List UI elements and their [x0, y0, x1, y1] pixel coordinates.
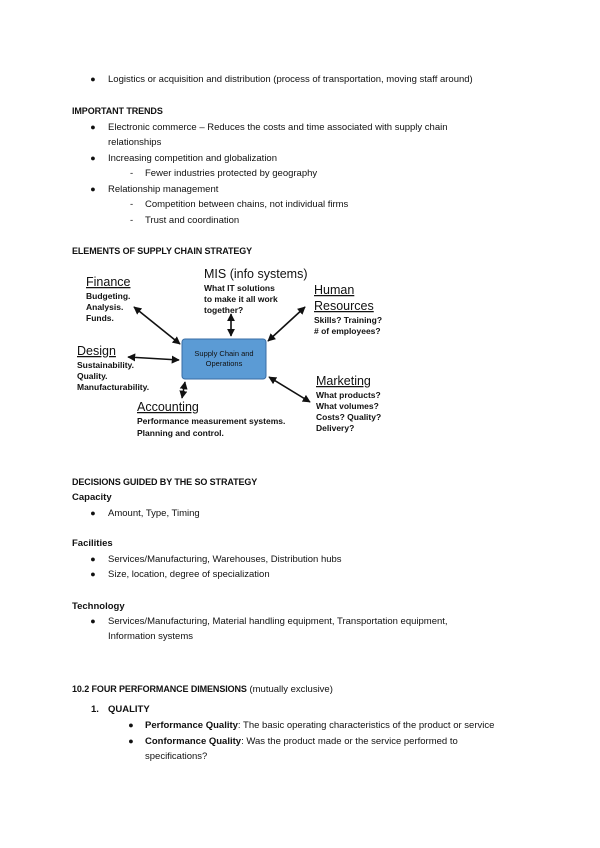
conformance-quality-term: Conformance Quality [145, 736, 242, 747]
marketing-line-4: Delivery? [316, 423, 355, 433]
bullet-icon: ● [90, 153, 96, 163]
bullet-icon: ● [90, 554, 96, 564]
bullet-icon: ● [90, 508, 96, 518]
trend-item-relationship: Relationship management [108, 184, 219, 195]
trend-item-competition: Increasing competition and globalization [108, 153, 277, 164]
accounting-line-2: Planning and control. [137, 428, 224, 438]
marketing-line-2: What volumes? [316, 401, 379, 411]
marketing-title: Marketing [316, 374, 371, 388]
arrow-accounting [182, 382, 185, 398]
bullet-icon: ● [90, 184, 96, 194]
design-title: Design [77, 344, 116, 358]
arrow-design [128, 357, 179, 360]
hr-line-1: Skills? Training? [314, 315, 383, 325]
finance-title: Finance [86, 275, 131, 289]
performance-quality-term: Performance Quality [145, 720, 238, 731]
accounting-title: Accounting [137, 400, 199, 414]
finance-line-2: Analysis. [86, 302, 124, 312]
design-line-2: Quality. [77, 371, 108, 381]
dash-icon: - [130, 199, 134, 210]
mis-title: MIS (info systems) [204, 267, 308, 281]
mis-line-2: to make it all work [204, 294, 278, 304]
finance-line-1: Budgeting. [86, 291, 131, 301]
bullet-icon: ● [90, 74, 96, 84]
decisions-heading: DECISIONS GUIDED BY THE SO STRATEGY [72, 477, 258, 487]
bullet-icon: ● [90, 569, 96, 579]
trend-subitem-geography: Fewer industries protected by geography [145, 168, 318, 179]
facilities-item-1: Services/Manufacturing, Warehouses, Distribution hubs [108, 554, 342, 565]
mis-line-1: What IT solutions [204, 283, 275, 293]
center-box-line-1: Supply Chain and [194, 349, 254, 358]
technology-item-cont: Information systems [108, 631, 193, 642]
design-line-3: Manufacturability. [77, 382, 150, 392]
center-box-line-2: Operations [205, 359, 243, 368]
trend-item-ecommerce: Electronic commerce – Reduces the costs and time associated with supply chain [108, 122, 448, 133]
design-line-1: Sustainability. [77, 360, 134, 370]
technology-heading: Technology [72, 601, 125, 612]
quality-item-performance [145, 718, 494, 734]
arrow-marketing [269, 377, 310, 402]
capacity-heading: Capacity [72, 492, 112, 503]
accounting-line-1: Performance measurement systems. [137, 416, 286, 426]
performance-heading-bold: 10.2 FOUR PERFORMANCE DIMENSIONS [72, 684, 247, 694]
conformance-quality-cont: specifications? [145, 751, 208, 762]
finance-line-3: Funds. [86, 313, 114, 323]
trend-subitem-trust: Trust and coordination [145, 215, 240, 226]
technology-item: Services/Manufacturing, Material handling equipment, Transportation equipment, [108, 616, 448, 627]
marketing-line-3: Costs? Quality? [316, 412, 382, 422]
bullet-icon: ● [90, 616, 96, 626]
trend-subitem-chains: Competition between chains, not individual firms [145, 199, 349, 210]
marketing-line-1: What products? [316, 390, 381, 400]
facilities-heading: Facilities [72, 538, 113, 549]
performance-heading-rest: (mutually exclusive) [246, 684, 333, 695]
facilities-item-2: Size, location, degree of specialization [108, 569, 270, 580]
hr-title-line-2: Resources [314, 299, 374, 313]
trend-item-ecommerce-cont: relationships [108, 137, 162, 148]
arrow-hr [268, 307, 305, 341]
performance-heading [72, 682, 333, 698]
logistics-bullet-text: Logistics or acquisition and distribution (process of transportation, moving staff around) [108, 74, 473, 85]
supply-chain-diagram [72, 262, 396, 440]
dash-icon: - [130, 215, 134, 226]
quality-item-conformance [145, 734, 458, 750]
hr-title-line-1: Human [314, 283, 355, 297]
quality-number: 1. [91, 704, 99, 715]
conformance-quality-text: : Was the product made or the service performed to [241, 736, 458, 747]
bullet-icon: ● [128, 736, 134, 746]
arrow-finance [134, 307, 180, 344]
dash-icon: - [130, 168, 134, 179]
performance-quality-text: : The basic operating characteristics of the product or service [237, 720, 495, 731]
elements-heading: ELEMENTS OF SUPPLY CHAIN STRATEGY [72, 246, 253, 256]
mis-line-3: together? [204, 305, 244, 315]
capacity-item: Amount, Type, Timing [108, 508, 200, 519]
bullet-icon: ● [90, 122, 96, 132]
bullet-icon: ● [128, 720, 134, 730]
trends-heading: IMPORTANT TRENDS [72, 106, 163, 116]
quality-heading: QUALITY [108, 704, 150, 715]
hr-line-2: # of employees? [314, 326, 381, 336]
